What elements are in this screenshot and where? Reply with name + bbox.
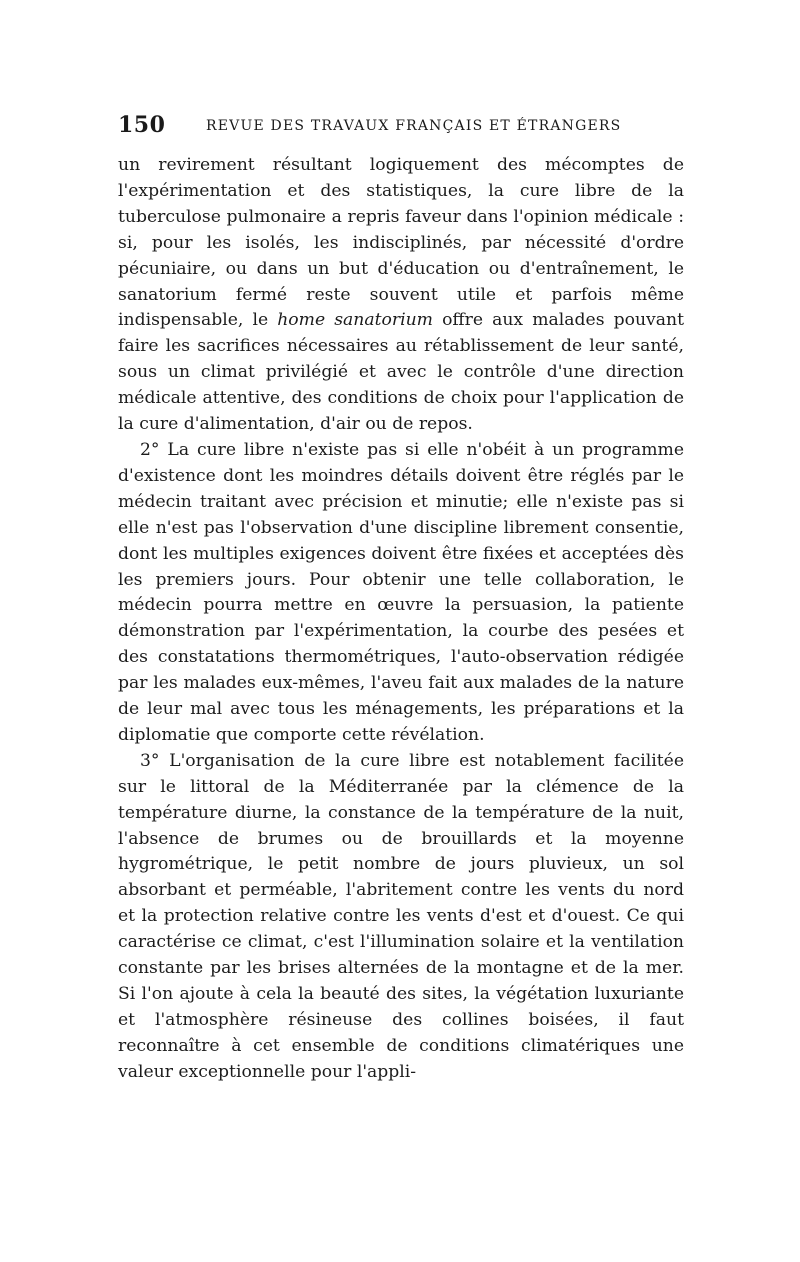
page-header (118, 112, 684, 142)
paragraph-2: 2° La cure libre n'existe pas si elle n'obéit à un programme d'existence dont les moindres détails doivent être réglés par le médecin traitant avec précision et minutie; elle n'existe pas si elle n'est pas l'observation d'une discipline librement consentie, dont les multiples exigences doivent être fixées et acceptées dès les premiers jours. Pour obtenir une telle collaboration, le médecin pourra mettre en œuvre la persuasion, la patiente démonstration par l'expérimentation, la courbe des pesées et des constatations thermométriques, l'auto-observation rédigée par les malades eux-mêmes, l'aveu fait aux malades de la nature de leur mal avec tous les ménagements, les préparations et la diplomatie que comporte cette révélation. (118, 439, 684, 745)
paragraph-1-text-start: un revirement résultant logiquement des mécomptes de l'expérimentation et des statistiques, la cure libre de la tuberculose pulmonaire a repris faveur dans l'opinion médicale : si, pour les isolés, les indisciplinés, par nécessité d'ordre pécuniaire, ou dans un but d'éducation ou d'entraînement, le sanatorium fermé reste souvent utile et parfois même indispensable, le (118, 155, 684, 331)
page-number: 150 (118, 112, 166, 138)
paragraph-1 (118, 153, 684, 438)
paragraph-3: 3° L'organisation de la cure libre est notablement facilitée sur le littoral de la Méditerranée par la clémence de la température diurne, la constance de la température de la nuit, l'absence de brumes ou de brouillards et la moyenne hygrométrique, le petit nombre de jours pluvieux, un sol absorbant et perméable, l'abritement contre les vents du nord et la protection relative contre les vents d'est et d'ouest. Ce qui caractérise ce climat, c'est l'illumination solaire et la ventilation constante par les brises alternées de la montagne et de la mer. Si l'on ajoute à cela la beauté des sites, la végétation luxuriante et l'atmosphère résineuse des collines boisées, il faut reconnaître à cet ensemble de conditions climatériques une valeur exceptionnelle pour l'appli- (118, 750, 684, 1082)
body-text (118, 153, 684, 1086)
running-head: REVUE DES TRAVAUX FRANÇAIS ET ÉTRANGERS (206, 118, 622, 134)
paragraph-1-text-end: offre aux malades pouvant faire les sacrifices nécessaires au rétablissement de leur santé, sous un climat privilégié et avec le contrôle d'une direction médicale attentive, des conditions de choix pour l'application de la cure d'alimentation, d'air ou de repos. (118, 310, 684, 435)
paragraph-1-italic-term: home sanatorium (277, 310, 433, 331)
